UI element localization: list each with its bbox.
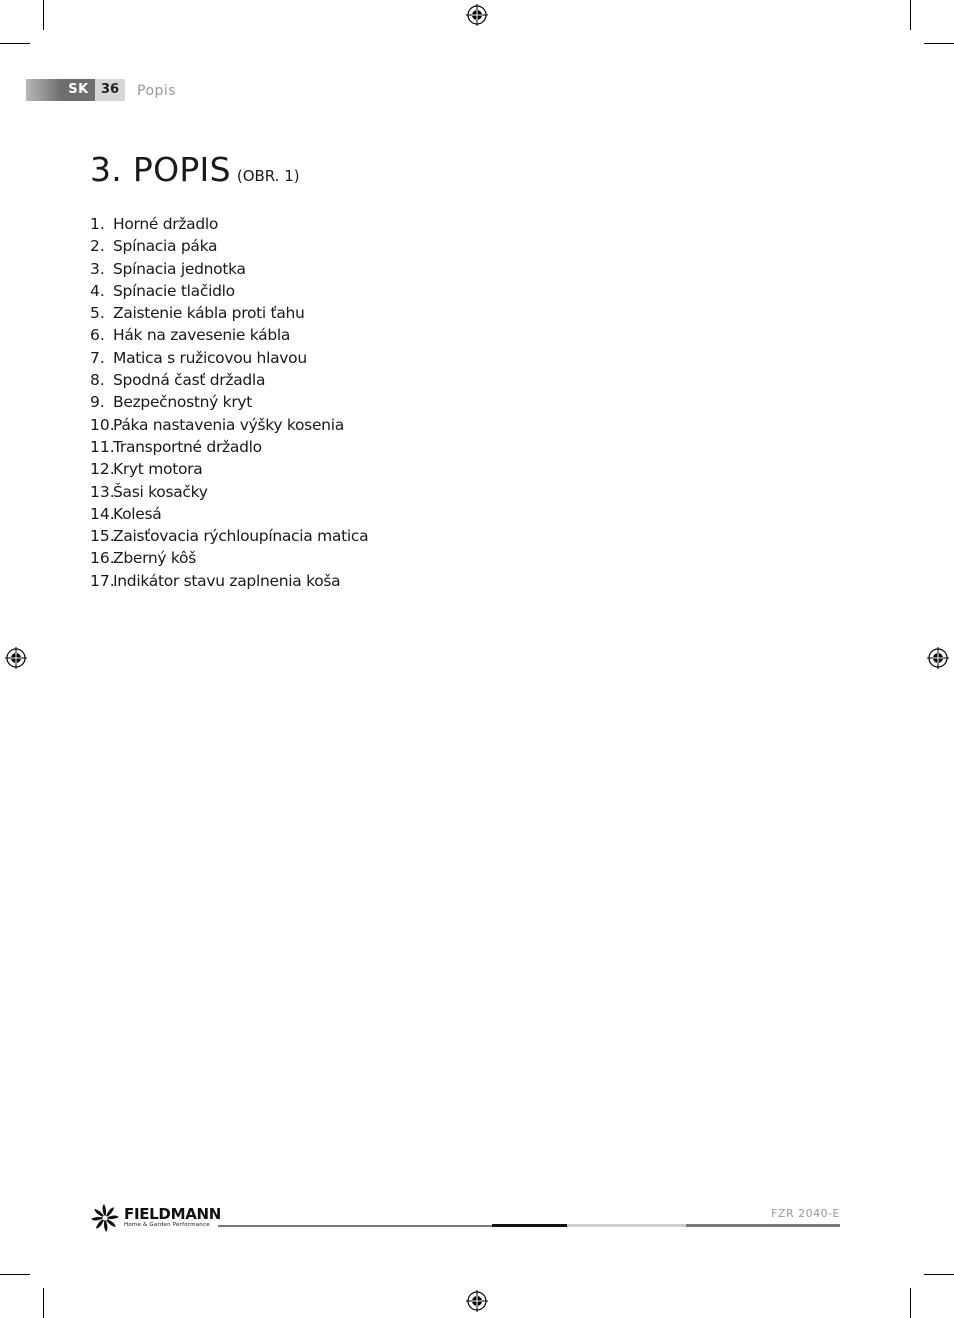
footer-bar-segment <box>567 1224 686 1227</box>
brand-logo <box>90 1203 222 1235</box>
list-item <box>90 570 368 592</box>
registration-mark-icon <box>466 4 488 26</box>
list-item-label: Zberný kôš <box>113 549 196 568</box>
list-item <box>90 213 368 235</box>
list-item-number: 5. <box>90 304 105 323</box>
crop-mark-top-left-v <box>43 0 44 30</box>
list-item-number: 10. <box>90 415 115 434</box>
crop-mark-bottom-right-h <box>924 1274 954 1275</box>
page-title <box>90 150 300 189</box>
crop-mark-bottom-right-v <box>910 1288 911 1318</box>
list-item-number: 6. <box>90 326 105 345</box>
list-item <box>90 258 368 280</box>
list-item-label: Indikátor stavu zaplnenia koša <box>113 571 341 590</box>
list-item-number: 13. <box>90 482 115 501</box>
crop-mark-bottom-left-h <box>0 1274 30 1275</box>
list-item <box>90 324 368 346</box>
list-item-number: 12. <box>90 460 115 479</box>
list-item-label: Hák na zavesenie kábla <box>113 326 291 345</box>
list-item-number: 7. <box>90 348 105 367</box>
list-item <box>90 369 368 391</box>
list-item-number: 11. <box>90 437 115 456</box>
list-item <box>90 235 368 257</box>
list-item-label: Spínacia jednotka <box>113 259 246 278</box>
list-item-number: 3. <box>90 259 105 278</box>
list-item <box>90 525 368 547</box>
brand-tagline: Home & Garden Performance <box>124 1222 210 1228</box>
list-item-label: Spodná časť držadla <box>113 371 266 390</box>
crop-mark-top-right-v <box>910 0 911 30</box>
crop-mark-top-right-h <box>924 43 954 44</box>
list-item-number: 17. <box>90 571 115 590</box>
language-badge: SK <box>62 79 95 101</box>
registration-mark-icon <box>466 1290 488 1312</box>
page-title-figure-ref: (OBR. 1) <box>236 167 300 185</box>
list-item-label: Horné držadlo <box>113 215 219 233</box>
page-title-main: 3. POPIS <box>90 150 231 189</box>
list-item <box>90 503 368 525</box>
list-item-number: 4. <box>90 281 105 300</box>
list-item <box>90 280 368 302</box>
header-gradient-band <box>26 79 62 101</box>
list-item-label: Zaistenie kábla proti ťahu <box>113 304 305 323</box>
registration-mark-icon <box>5 647 27 669</box>
list-item-number: 14. <box>90 504 115 523</box>
section-name: Popis <box>137 83 177 99</box>
list-item-label: Zaisťovacia rýchloupínacia matica <box>113 527 369 546</box>
footer-bar-segment <box>218 1225 492 1227</box>
list-item <box>90 458 368 480</box>
list-item-label: Kryt motora <box>113 460 203 479</box>
list-item-label: Páka nastavenia výšky kosenia <box>113 415 344 434</box>
list-item <box>90 436 368 458</box>
list-item-number: 1. <box>90 215 105 233</box>
list-item-label: Spínacia páka <box>113 237 218 256</box>
list-item <box>90 302 368 324</box>
list-item <box>90 414 368 436</box>
list-item-label: Matica s ružicovou hlavou <box>113 348 307 367</box>
page-number: 36 <box>95 79 125 101</box>
footer-bar-segment <box>686 1224 840 1227</box>
list-item <box>90 547 368 569</box>
crop-mark-top-left-h <box>0 43 30 44</box>
list-item <box>90 391 368 413</box>
list-item-number: 8. <box>90 371 105 390</box>
list-item <box>90 481 368 503</box>
fan-swirl-icon <box>90 1203 120 1233</box>
list-item-label: Bezpečnostný kryt <box>113 393 253 412</box>
list-item-label: Šasi kosačky <box>113 482 208 501</box>
list-item <box>90 347 368 369</box>
list-item-label: Kolesá <box>113 504 162 523</box>
registration-mark-icon <box>927 647 949 669</box>
crop-mark-bottom-left-v <box>43 1288 44 1318</box>
model-number: FZR 2040-E <box>771 1207 840 1220</box>
brand-name: FIELDMANN <box>124 1205 222 1223</box>
list-item-label: Spínacie tlačidlo <box>113 281 235 300</box>
list-item-number: 9. <box>90 393 105 412</box>
list-item-number: 16. <box>90 549 115 568</box>
list-item-number: 15. <box>90 527 115 546</box>
footer-bar-segment <box>492 1224 567 1227</box>
parts-list <box>90 213 368 592</box>
list-item-number: 2. <box>90 237 105 256</box>
list-item-label: Transportné držadlo <box>113 437 262 456</box>
